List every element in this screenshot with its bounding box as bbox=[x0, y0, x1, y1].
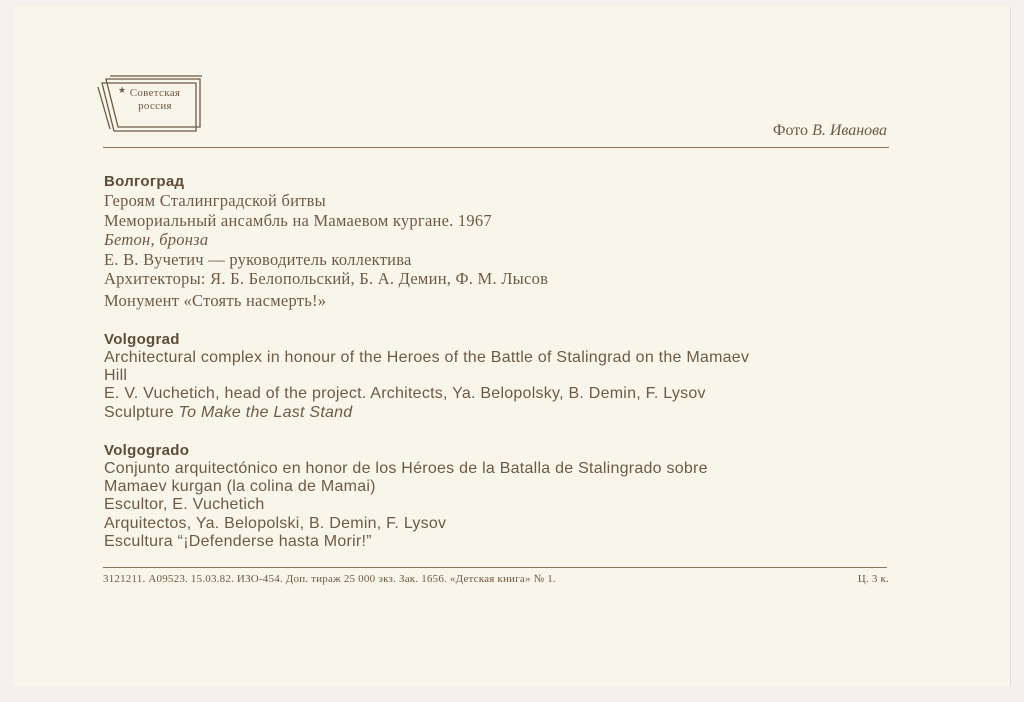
card-edge bbox=[0, 686, 1024, 702]
russian-line: Героям Сталинградской битвы bbox=[104, 191, 327, 210]
russian-line: Монумент «Стоять насмерть!» bbox=[104, 290, 327, 310]
english-line: E. V. Vuchetich, head of the project. Architects, Ya. Belopolsky, B. Demin, F. Lysov bbox=[104, 385, 706, 403]
russian-caption bbox=[104, 172, 894, 310]
english-line bbox=[104, 404, 894, 422]
imprint bbox=[103, 573, 889, 585]
publisher-logo-text bbox=[116, 87, 194, 113]
spanish-line: Conjunto arquitectónico en honor de los Héroes de la Batalla de Stalingrado sobre bbox=[104, 460, 708, 477]
spanish-line: Arquitectos, Ya. Belopolski, B. Demin, F. Lysov bbox=[104, 514, 447, 532]
spanish-line: Escultura “¡Defenderse hasta Morir!” bbox=[104, 532, 372, 550]
english-title: Volgograd bbox=[104, 331, 180, 348]
svg-text:★: ★ bbox=[118, 86, 127, 96]
sculpture-title: To Make the Last Stand bbox=[178, 403, 353, 421]
logo-line-1: Советская bbox=[129, 87, 181, 99]
russian-line: Бетон, бронза bbox=[104, 230, 209, 249]
logo-line-2: россия bbox=[138, 100, 172, 112]
russian-line: Мемориальный ансамбль на Мамаевом кургане. 1967 bbox=[104, 210, 492, 230]
imprint-text: 3121211. А09523. 15.03.82. ИЗО-454. Доп. тираж 25 000 экз. Зак. 1656. «Детская книга» № 1. bbox=[103, 573, 556, 585]
photo-credit-prefix: Фото bbox=[772, 122, 809, 139]
photo-credit bbox=[700, 122, 887, 140]
english-line: Hill bbox=[104, 367, 128, 385]
spanish-line: Escultor, E. Vuchetich bbox=[104, 496, 265, 514]
spanish-line: Mamaev kurgan (la colina de Mamai) bbox=[104, 478, 376, 496]
price: Ц. 3 к. bbox=[857, 573, 889, 585]
russian-line: Архитекторы: Я. Б. Белопольский, Б. А. Демин, Ф. М. Лысов bbox=[104, 269, 549, 288]
top-divider bbox=[103, 147, 889, 148]
russian-title: Волгоград bbox=[104, 173, 185, 190]
russian-line: Е. В. Вучетич — руководитель коллектива bbox=[104, 249, 412, 269]
bottom-divider bbox=[103, 567, 887, 568]
spanish-title: Volgogrado bbox=[104, 442, 190, 459]
spanish-caption bbox=[104, 441, 894, 551]
english-line: Architectural complex in honour of the Heroes of the Battle of Stalingrad on the Mamaev bbox=[104, 349, 750, 366]
english-caption bbox=[104, 330, 894, 422]
sculpture-prefix: Sculpture bbox=[104, 403, 174, 421]
photo-credit-name: В. Иванова bbox=[812, 122, 887, 139]
